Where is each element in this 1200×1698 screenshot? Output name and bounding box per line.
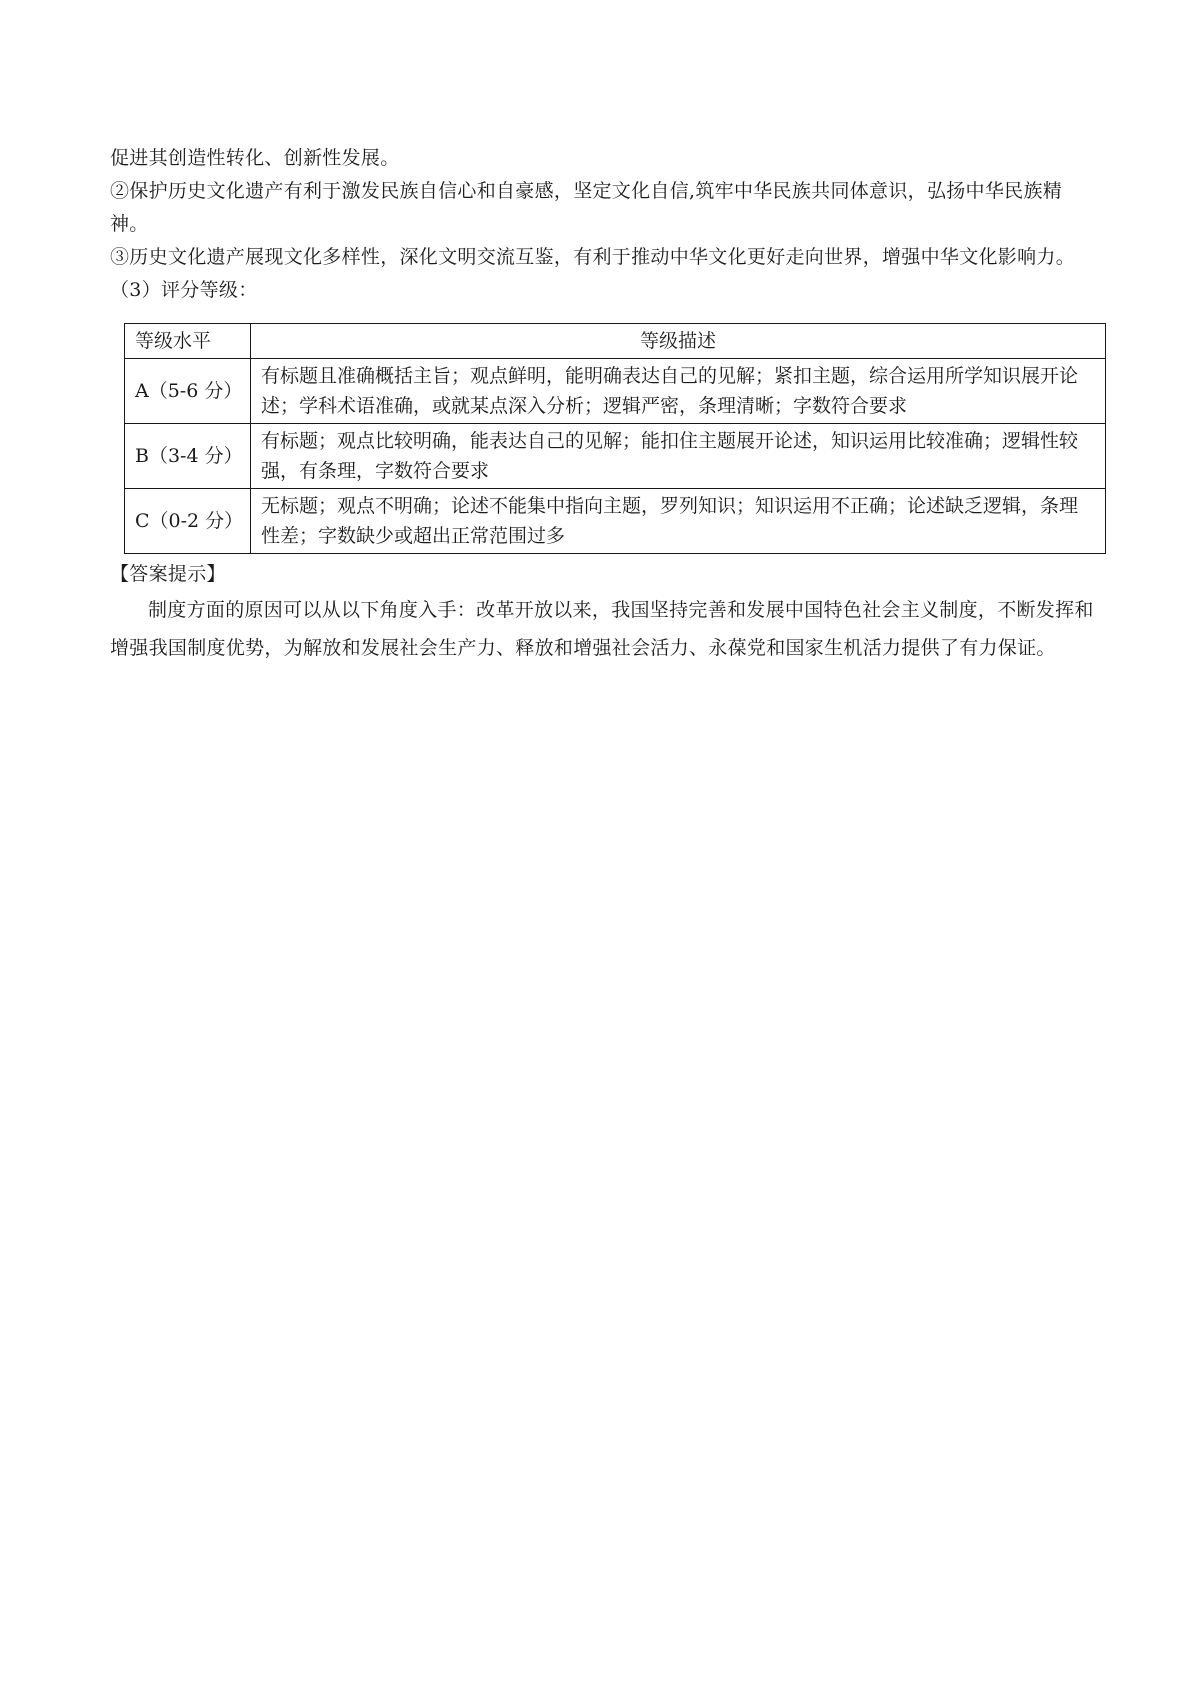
answer-hint-text: 制度方面的原因可以从以下角度入手：改革开放以来，我国坚持完善和发展中国特色社会主义制度，不断发挥和增强我国制度优势，为解放和发展社会生产力、释放和增强社会活力、永葆党和国家生机活力提供了有力保证。 <box>110 599 1094 659</box>
table-header-row <box>125 324 1106 359</box>
grade-description-a: 有标题且准确概括主旨；观点鲜明，能明确表达自己的见解；紧扣主题，综合运用所学知识展开论述；学科术语准确，或就某点深入分析；逻辑严密，条理清晰；字数符合要求 <box>251 359 1106 424</box>
grade-description-c: 无标题；观点不明确；论述不能集中指向主题，罗列知识；知识运用不正确；论述缺乏逻辑，条理性差；字数缺少或超出正常范围过多 <box>251 489 1106 554</box>
paragraph-point-3: ③历史文化遗产展现文化多样性，深化文明交流互鉴，有利于推动中华文化更好走向世界，增强中华文化影响力。 <box>110 246 1076 268</box>
paragraph-continuation: 促进其创造性转化、创新性发展。 <box>110 147 400 169</box>
grade-description-b: 有标题；观点比较明确，能表达自己的见解；能扣住主题展开论述，知识运用比较准确；逻辑性较强，有条理，字数符合要求 <box>251 424 1106 489</box>
grade-level-c: C（0-2 分） <box>125 489 251 554</box>
table-row <box>125 359 1106 424</box>
grading-table <box>124 323 1106 554</box>
document-content <box>110 142 1100 667</box>
answer-hint-title: 【答案提示】 <box>110 563 226 585</box>
table-row <box>125 424 1106 489</box>
scoring-label: （3）评分等级： <box>110 279 258 301</box>
paragraph-point-2: ②保护历史文化遗产有利于激发民族自信心和自豪感，坚定文化自信,筑牢中华民族共同体意识，弘扬中华民族精神。 <box>110 180 1063 235</box>
header-level: 等级水平 <box>125 324 251 359</box>
table-row <box>125 489 1106 554</box>
grade-level-a: A（5-6 分） <box>125 359 251 424</box>
grade-level-b: B（3-4 分） <box>125 424 251 489</box>
header-description: 等级描述 <box>251 324 1106 359</box>
